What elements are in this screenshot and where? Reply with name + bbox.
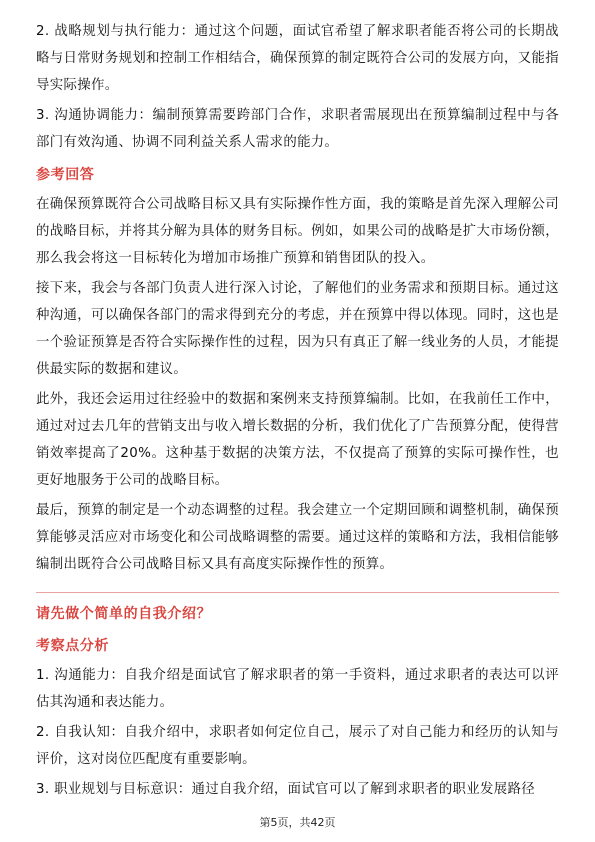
answer-paragraph-3: 此外，我还会运用过往经验中的数据和案例来支持预算编制。比如，在我前任工作中，通过对过去几年的营销支出与收入增长数据的分析，我们优化了广告预算分配，使得营销效率提高了20%。这种基于数据的决策方法，不仅提高了预算的实际可操作性，也更好地服务于公司的战略目标。 xyxy=(36,392,559,488)
top-paragraph-1: 2. 战略规划与执行能力：通过这个问题，面试官希望了解求职者能否将公司的长期战略与日常财务规划和控制工作相结合，确保预算的制定既符合公司的发展方向，又能指导实际操作。 xyxy=(36,24,559,93)
answer-paragraph-2: 接下来，我会与各部门负责人进行深入讨论，了解他们的业务需求和预期目标。通过这种沟通，可以确保各部门的需求得到充分的考虑，并在预算中得以体现。同时，这也是一个验证预算是否符合实际操作性的过程，因为只有真正了解一线业务的人员，才能提供最实际的数据和建议。 xyxy=(36,281,559,377)
analysis-paragraph-1: 1. 沟通能力：自我介绍是面试官了解求职者的第一手资料，通过求职者的表达可以评估其沟通和表达能力。 xyxy=(36,668,559,710)
answer-paragraph-4: 最后，预算的制定是一个动态调整的过程。我会建立一个定期回顾和调整机制，确保预算能够灵活应对市场变化和公司战略调整的需要。通过这样的策略和方法，我相信能够编制出既符合公司战略目标又具有高度实际操作性的预算。 xyxy=(36,503,559,572)
page-footer: 第5页，共42页 xyxy=(259,816,336,829)
answer-paragraph-1: 在确保预算既符合公司战略目标又具有实际操作性方面，我的策略是首先深入理解公司的战略目标，并将其分解为具体的财务目标。例如，如果公司的战略是扩大市场份额，那么我会将这一目标转化为增加市场推广预算和销售团队的投入。 xyxy=(36,197,559,266)
analysis-paragraph-3: 3. 职业规划与目标意识：通过自我介绍，面试官可以了解到求职者的职业发展路径 xyxy=(36,782,536,797)
answer-heading: 参考回答 xyxy=(36,167,95,183)
analysis-heading: 考察点分析 xyxy=(36,638,109,654)
analysis-paragraph-2: 2. 自我认知：自我介绍中，求职者如何定位自己，展示了对自己能力和经历的认知与评价，这对岗位匹配度有重要影响。 xyxy=(36,725,559,767)
top-paragraph-2: 3. 沟通协调能力：编制预算需要跨部门合作，求职者需展现出在预算编制过程中与各部门有效沟通、协调不同利益关系人需求的能力。 xyxy=(36,108,559,150)
question-heading: 请先做个简单的自我介绍？ xyxy=(36,606,212,622)
page-content xyxy=(36,18,559,806)
section-divider xyxy=(36,592,559,593)
